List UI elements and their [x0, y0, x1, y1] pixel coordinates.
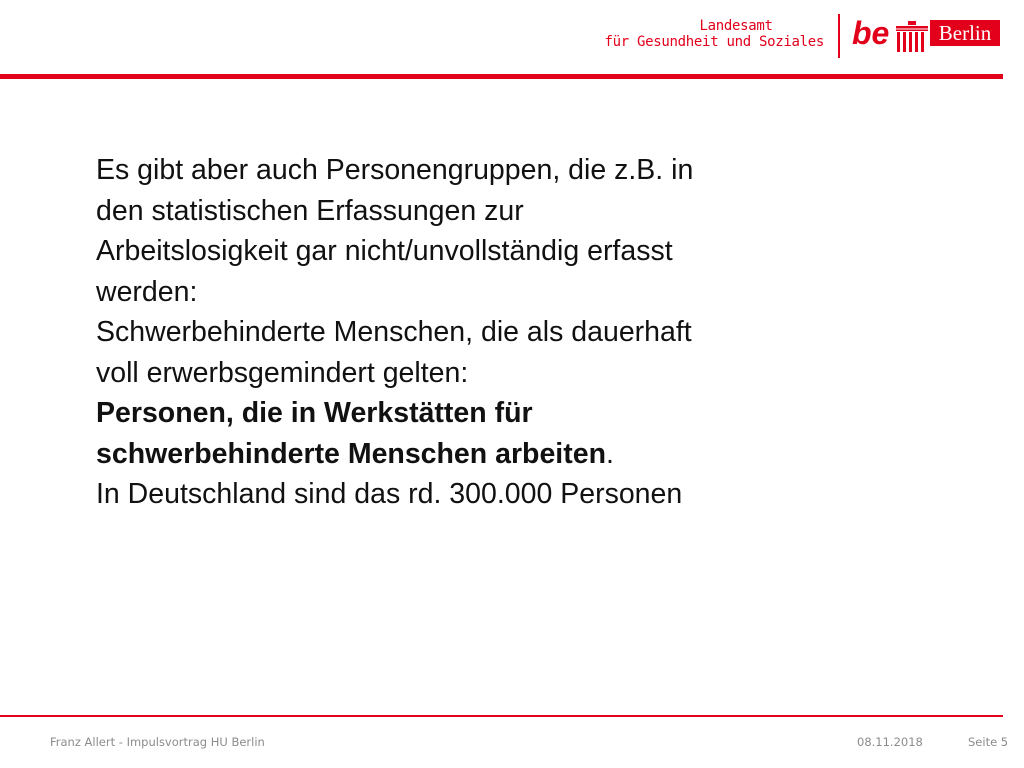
slide-body: [96, 150, 836, 515]
footer-page-number: Seite 5: [968, 735, 1009, 749]
org-name-line1: Landesamt: [699, 18, 773, 34]
body-line-3: Arbeitslosigkeit gar nicht/unvollständig erfasst: [96, 235, 673, 267]
body-line-5: Schwerbehinderte Menschen, die als dauerhaft: [96, 316, 692, 348]
body-line-4: werden:: [96, 275, 198, 308]
org-name-line2: für Gesundheit und Soziales: [604, 34, 824, 50]
body-line-9: In Deutschland sind das rd. 300.000 Personen: [96, 478, 683, 510]
body-line-6: voll erwerbsgemindert gelten:: [96, 356, 469, 389]
logo-berlin-text: Berlin: [938, 21, 992, 45]
logo-be-text: be: [852, 15, 890, 51]
body-line-8: [96, 434, 836, 475]
body-line-7: Personen, die in Werkstätten für: [96, 397, 533, 429]
organization-name: [605, 18, 824, 50]
body-line-1: Es gibt aber auch Personengruppen, die z.B. in: [96, 154, 694, 186]
body-line-8-bold: schwerbehinderte Menschen arbeiten: [96, 437, 606, 470]
berlin-logo: [852, 14, 1002, 58]
footer-date: 08.11.2018: [857, 735, 923, 749]
body-line-2: den statistischen Erfassungen zur: [96, 194, 524, 227]
header-divider: [838, 14, 840, 58]
brandenburg-gate-icon: [896, 21, 928, 52]
footer-author: Franz Allert - Impulsvortrag HU Berlin: [50, 735, 265, 749]
header-rule: [0, 74, 1003, 79]
footer-rule: [0, 715, 1003, 717]
body-line-8-period: .: [605, 437, 614, 470]
